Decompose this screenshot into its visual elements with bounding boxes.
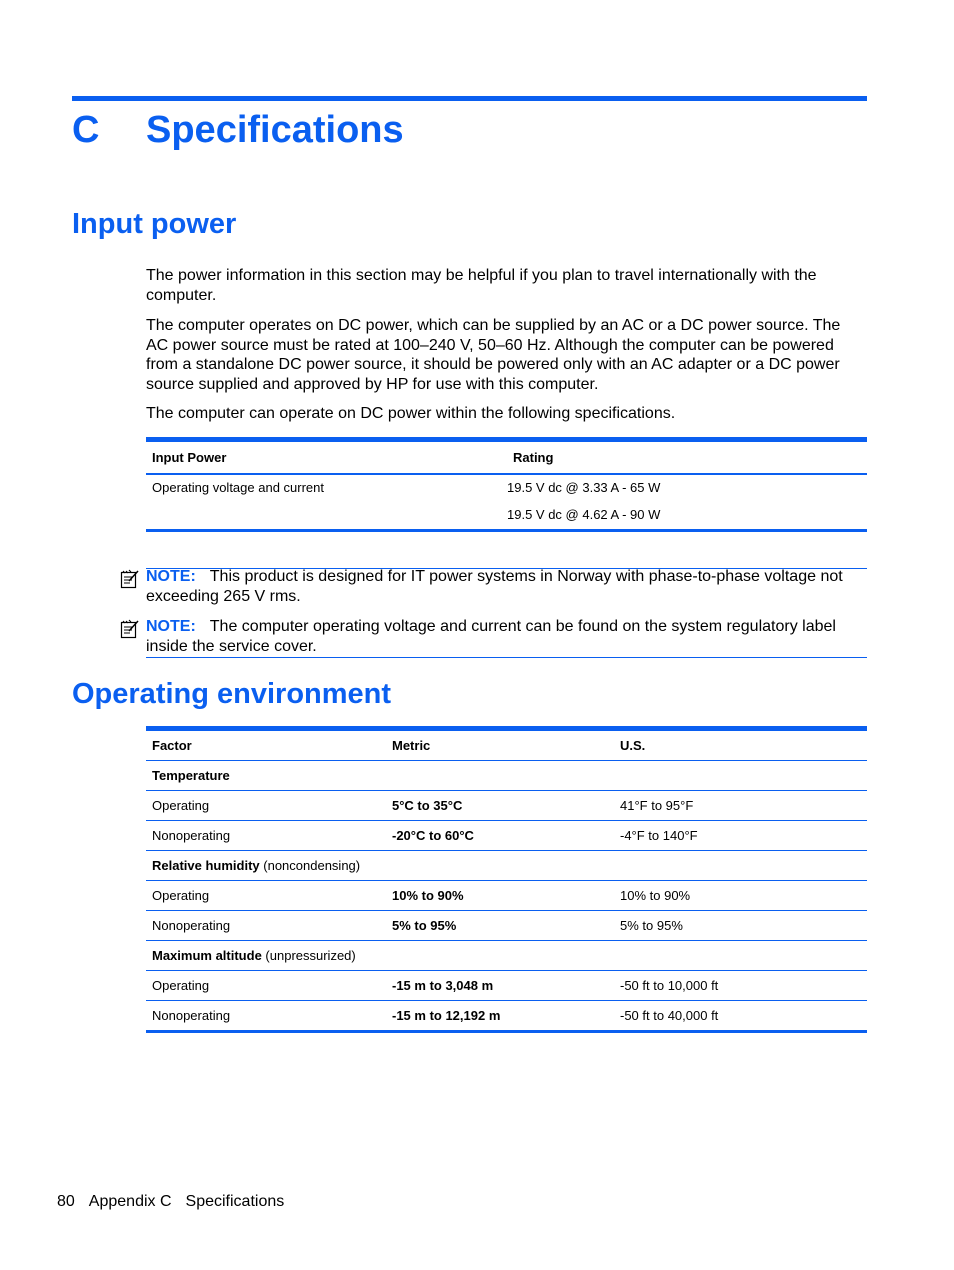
group-title-cell [146,761,867,791]
table-header-row [146,729,867,761]
operating-environment-heading: Operating environment [72,678,392,710]
rating-value: 19.5 V dc @ 3.33 A - 65 W [507,480,661,495]
table-row [146,821,867,851]
table-row [146,881,867,911]
group-title: Temperature [152,768,230,783]
metric-cell: -20°C to 60°C [386,821,614,851]
group-title-cell [146,941,867,971]
metric-cell: -15 m to 3,048 m [386,971,614,1001]
us-cell: 41°F to 95°F [614,791,867,821]
input-power-heading: Input power [72,208,237,240]
page-number: 80 [57,1193,75,1210]
factor-cell: Nonoperating [146,821,386,851]
metric-cell: 5°C to 35°C [386,791,614,821]
factor-cell: Operating [146,791,386,821]
us-cell: -4°F to 140°F [614,821,867,851]
chapter-top-rule [72,96,867,101]
group-row [146,851,867,881]
metric-cell: 10% to 90% [386,881,614,911]
operating-environment-table [146,726,867,1033]
column-header: Metric [386,729,614,761]
factor-cell: Nonoperating [152,1008,231,1023]
note [146,567,867,606]
page-footer [57,1192,298,1211]
factor-cell: Operating [146,971,386,1001]
us-cell: 10% to 90% [614,881,867,911]
input-power-paragraph: The computer can operate on DC power within the following specifications. [146,405,676,422]
table-row [146,474,867,531]
us-cell: -50 ft to 10,000 ft [614,971,867,1001]
table-row [146,911,867,941]
factor-cell: Operating voltage and current [152,480,324,495]
rating-value: 19.5 V dc @ 4.62 A - 90 W [507,507,661,522]
group-title: Relative humidity [152,858,260,873]
group-row [146,761,867,791]
note-text: The computer operating voltage and current can be found on the system regulatory label inside the service cover. [146,618,836,655]
group-row [146,941,867,971]
chapter-letter: C [72,109,100,151]
column-header: U.S. [614,729,867,761]
note-icon [120,619,140,639]
table-row [146,971,867,1001]
group-title: Maximum altitude [152,948,262,963]
column-header: Input Power [146,440,507,475]
us-cell: -50 ft to 40,000 ft [620,1008,719,1023]
table-row [146,1001,867,1032]
note-label: NOTE: [146,568,196,585]
note-text: This product is designed for IT power systems in Norway with phase-to-phase voltage not exceeding 265 V rms. [146,568,843,605]
group-qualifier: (noncondensing) [263,858,361,873]
note-icon [120,569,140,589]
group-title-cell [146,851,867,881]
input-power-paragraph: The power information in this section may be helpful if you plan to travel internationally with the computer. [146,267,817,304]
rating-cell [507,474,867,531]
chapter-title: Specifications [146,109,404,151]
footer-title: Specifications [185,1193,285,1210]
footer-section: Appendix C [88,1193,172,1210]
input-power-table [146,437,867,532]
factor-cell: Nonoperating [146,911,386,941]
column-header: Rating [507,440,867,475]
column-header: Factor [146,729,386,761]
factor-cell: Operating [146,881,386,911]
note-label: NOTE: [146,618,196,635]
table-row [146,791,867,821]
table-header-row [146,440,867,475]
group-qualifier: (unpressurized) [265,948,356,963]
note [146,617,867,656]
metric-cell: -15 m to 12,192 m [392,1008,501,1023]
note-bottom-rule [146,657,867,658]
input-power-paragraph: The computer operates on DC power, which can be supplied by an AC or a DC power source. The AC power source must be rated at 100–240 V, 50–60 Hz. Although the computer can be powered from a standalone DC power source, it should be powered only with an AC adapter or a DC power source supplied and approved by HP for use with this computer. [146,317,841,393]
us-cell: 5% to 95% [614,911,867,941]
metric-cell: 5% to 95% [386,911,614,941]
